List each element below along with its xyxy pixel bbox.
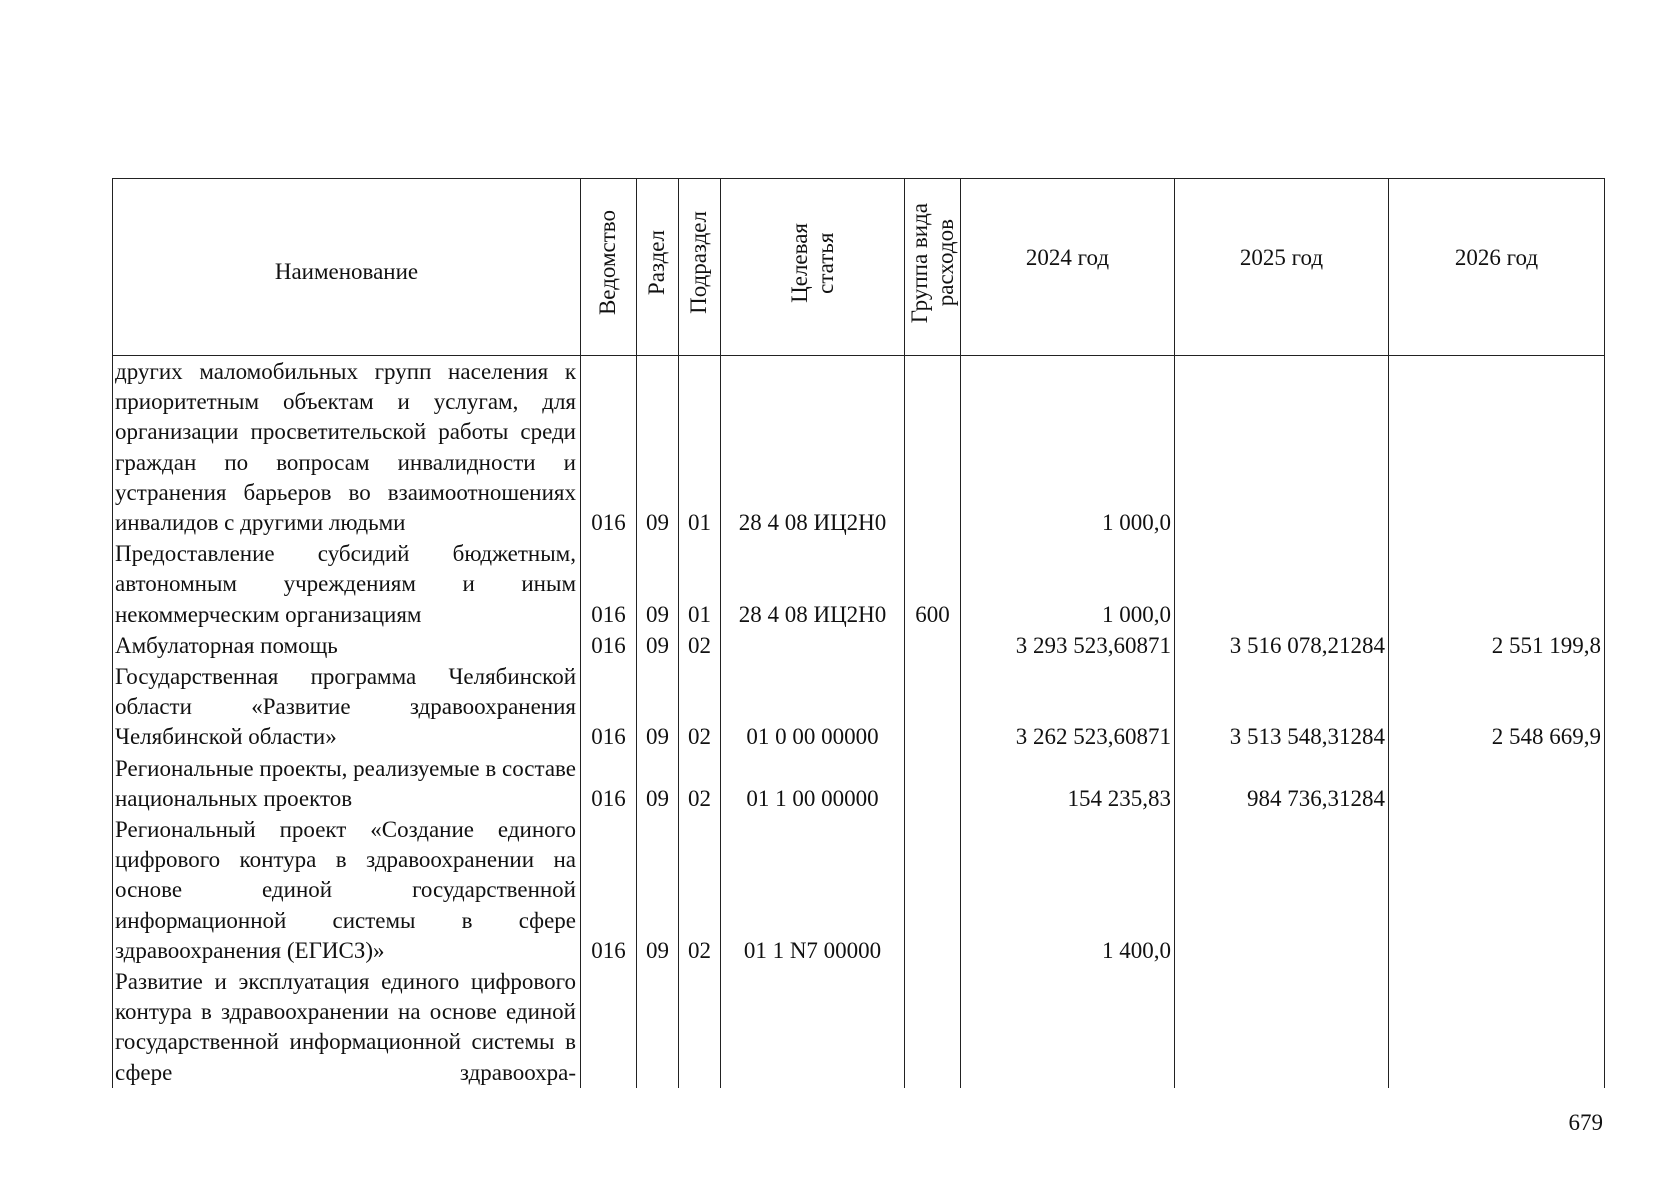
row-celevaya-statya: 28 4 08 ИЦ2Н0 — [721, 356, 905, 539]
header-2025: 2025 год — [1175, 179, 1389, 356]
row-2026 — [1389, 538, 1605, 630]
row-2026 — [1389, 753, 1605, 814]
row-podrazdel: 02 — [679, 814, 721, 966]
table-row — [113, 814, 1605, 966]
row-gruppa — [905, 966, 961, 1088]
row-2024: 3 293 523,60871 — [961, 630, 1175, 661]
row-2026 — [1389, 814, 1605, 966]
row-vedomstvo: 016 — [581, 661, 637, 753]
row-name: Государственная программа Челябинской области «Развитие здравоохранения Челябинской области» — [113, 661, 581, 753]
row-2026 — [1389, 356, 1605, 539]
table-row — [113, 538, 1605, 630]
row-vedomstvo: 016 — [581, 538, 637, 630]
table-header-row — [113, 179, 1605, 356]
row-celevaya-statya: 01 1 00 00000 — [721, 753, 905, 814]
row-vedomstvo: 016 — [581, 753, 637, 814]
row-vedomstvo — [581, 966, 637, 1088]
header-celevaya-statya: Целевая статья — [721, 179, 905, 356]
row-2024: 1 000,0 — [961, 538, 1175, 630]
row-2026: 2 551 199,8 — [1389, 630, 1605, 661]
header-2026: 2026 год — [1389, 179, 1605, 356]
row-name: Амбулаторная помощь — [113, 630, 581, 661]
budget-table — [112, 178, 1605, 1088]
row-2025 — [1175, 966, 1389, 1088]
header-vedomstvo: Ведомство — [581, 179, 637, 356]
row-razdel: 09 — [637, 753, 679, 814]
header-gruppa-vida-rashodov: Группа вида расходов — [905, 179, 961, 356]
row-razdel: 09 — [637, 814, 679, 966]
row-podrazdel: 02 — [679, 661, 721, 753]
row-2025: 984 736,31284 — [1175, 753, 1389, 814]
row-2024: 154 235,83 — [961, 753, 1175, 814]
row-name: Региональные проекты, реализуемые в составе национальных проектов — [113, 753, 581, 814]
row-razdel — [637, 966, 679, 1088]
table-row — [113, 356, 1605, 539]
row-celevaya-statya — [721, 630, 905, 661]
row-podrazdel: 02 — [679, 753, 721, 814]
table-row — [113, 630, 1605, 661]
row-name: Региональный проект «Создание единого цифрового контура в здравоохранении на основе единой государственной информационной системы в сфере здравоохранения (ЕГИСЗ)» — [113, 814, 581, 966]
row-2024: 1 400,0 — [961, 814, 1175, 966]
row-2025: 3 513 548,31284 — [1175, 661, 1389, 753]
row-2024: 1 000,0 — [961, 356, 1175, 539]
row-gruppa — [905, 753, 961, 814]
row-gruppa — [905, 814, 961, 966]
row-2025 — [1175, 356, 1389, 539]
row-gruppa — [905, 356, 961, 539]
row-razdel: 09 — [637, 538, 679, 630]
row-gruppa — [905, 661, 961, 753]
row-celevaya-statya: 01 1 N7 00000 — [721, 814, 905, 966]
header-razdel: Раздел — [637, 179, 679, 356]
row-vedomstvo: 016 — [581, 814, 637, 966]
row-razdel: 09 — [637, 630, 679, 661]
row-podrazdel: 02 — [679, 630, 721, 661]
row-2025: 3 516 078,21284 — [1175, 630, 1389, 661]
table-row — [113, 753, 1605, 814]
row-podrazdel — [679, 966, 721, 1088]
header-name: Наименование — [113, 179, 581, 356]
row-vedomstvo: 016 — [581, 630, 637, 661]
row-name: других маломобильных групп населения к приоритетным объектам и услугам, для организации просветительской работы среди граждан по вопросам инвалидности и устранения барьеров во взаимоотношениях инвалидов с другими людьми — [113, 356, 581, 539]
table-row — [113, 661, 1605, 753]
row-name: Развитие и эксплуатация единого цифрового контура в здравоохранении на основе единой государственной информационной системы в сфере здравоохра- — [113, 966, 581, 1088]
row-name: Предоставление субсидий бюджетным, автономным учреждениям и иным некоммерческим организациям — [113, 538, 581, 630]
row-gruppa: 600 — [905, 538, 961, 630]
header-2024: 2024 год — [961, 179, 1175, 356]
row-razdel: 09 — [637, 661, 679, 753]
row-2024: 3 262 523,60871 — [961, 661, 1175, 753]
row-gruppa — [905, 630, 961, 661]
row-2026: 2 548 669,9 — [1389, 661, 1605, 753]
row-celevaya-statya — [721, 966, 905, 1088]
row-podrazdel: 01 — [679, 538, 721, 630]
row-celevaya-statya: 01 0 00 00000 — [721, 661, 905, 753]
row-razdel: 09 — [637, 356, 679, 539]
table-row — [113, 966, 1605, 1088]
row-2024 — [961, 966, 1175, 1088]
row-celevaya-statya: 28 4 08 ИЦ2Н0 — [721, 538, 905, 630]
row-podrazdel: 01 — [679, 356, 721, 539]
row-2025 — [1175, 538, 1389, 630]
header-podrazdel: Подраздел — [679, 179, 721, 356]
page-number: 679 — [1568, 1110, 1603, 1135]
row-2026 — [1389, 966, 1605, 1088]
row-2025 — [1175, 814, 1389, 966]
row-vedomstvo: 016 — [581, 356, 637, 539]
